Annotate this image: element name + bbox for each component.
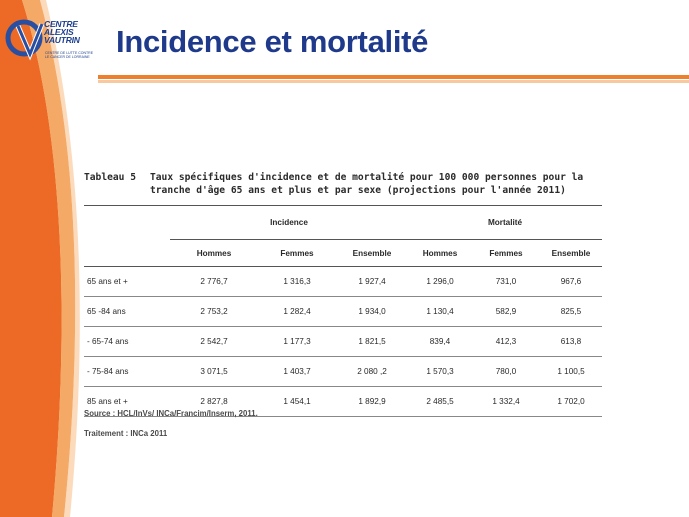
table-cell: 2 485,5: [408, 387, 472, 417]
group-header-mortalite: Mortalité: [408, 206, 602, 240]
table-cell: 1 454,1: [258, 387, 336, 417]
table-cell: 1 177,3: [258, 327, 336, 357]
table-cell: 967,6: [540, 267, 602, 297]
row-label: - 65-74 ans: [84, 327, 170, 357]
table-cell: 1 892,9: [336, 387, 408, 417]
column-header: Hommes: [408, 240, 472, 267]
group-header-incidence: Incidence: [170, 206, 408, 240]
column-header: Ensemble: [540, 240, 602, 267]
table-cell: 1 927,4: [336, 267, 408, 297]
row-label: 65 -84 ans: [84, 297, 170, 327]
table-row: [84, 357, 602, 387]
table-cell: 731,0: [472, 267, 540, 297]
table-cell: 1 403,7: [258, 357, 336, 387]
table-source: Source : HCL/InVs/ INCa/Francim/Inserm, 2011.: [84, 409, 258, 418]
table-cell: 613,8: [540, 327, 602, 357]
table-column-header: [84, 240, 602, 267]
table-cell: 412,3: [472, 327, 540, 357]
column-header: Femmes: [258, 240, 336, 267]
row-label: 85 ans et +: [84, 387, 170, 417]
table-cell: 2 753,2: [170, 297, 258, 327]
table-cell: 1 702,0: [540, 387, 602, 417]
table-cell: 2 542,7: [170, 327, 258, 357]
empty-corner: [84, 206, 170, 240]
incidence-mortality-table: [84, 205, 602, 417]
slide-title: Incidence et mortalité: [116, 24, 429, 59]
table-cell: 1 296,0: [408, 267, 472, 297]
table-cell: 1 130,4: [408, 297, 472, 327]
table-cell: 780,0: [472, 357, 540, 387]
table-cell: 1 282,4: [258, 297, 336, 327]
table-caption-text: Taux spécifiques d'incidence et de mortalité pour 100 000 personnes pour la tranche d'âge 65 ans et plus et par sexe (projections pour l'année 2011): [150, 172, 584, 196]
table-cell: 1 821,5: [336, 327, 408, 357]
table-row: [84, 267, 602, 297]
table-row: [84, 327, 602, 357]
empty-row-header: [84, 240, 170, 267]
table-treatment: Traitement : INCa 2011: [84, 429, 168, 438]
table-group-header: [84, 206, 602, 240]
column-header: Femmes: [472, 240, 540, 267]
table-cell: 2 776,7: [170, 267, 258, 297]
table-document: [84, 171, 604, 438]
table-cell: 1 570,3: [408, 357, 472, 387]
logo-line-2: ALEXIS: [44, 27, 74, 37]
table-cell: 1 100,5: [540, 357, 602, 387]
table-row: [84, 297, 602, 327]
logo-line-1: CENTRE: [44, 19, 78, 29]
table-cell: 582,9: [472, 297, 540, 327]
table-cell: 839,4: [408, 327, 472, 357]
title-underline-shadow: [98, 80, 689, 83]
table-cell: 1 316,3: [258, 267, 336, 297]
table-cell: 825,5: [540, 297, 602, 327]
column-header: Ensemble: [336, 240, 408, 267]
row-label: - 75-84 ans: [84, 357, 170, 387]
logo-wordmark: [44, 20, 104, 44]
table-caption: [84, 171, 604, 197]
table-caption-label: Tableau 5: [84, 172, 136, 183]
table-cell: 3 071,5: [170, 357, 258, 387]
row-label: 65 ans et +: [84, 267, 170, 297]
column-header: Hommes: [170, 240, 258, 267]
title-underline: [98, 75, 689, 79]
logo-line-3: VAUTRIN: [44, 35, 80, 45]
table-cell: 1 934,0: [336, 297, 408, 327]
table-cell: 2 080 ,2: [336, 357, 408, 387]
table-cell: 2 827,8: [170, 387, 258, 417]
table-notes: [84, 404, 258, 444]
table-cell: 1 332,4: [472, 387, 540, 417]
logo-subtitle: CENTRE DE LUTTE CONTRE LE CANCER DE LORRAINE: [45, 51, 94, 59]
